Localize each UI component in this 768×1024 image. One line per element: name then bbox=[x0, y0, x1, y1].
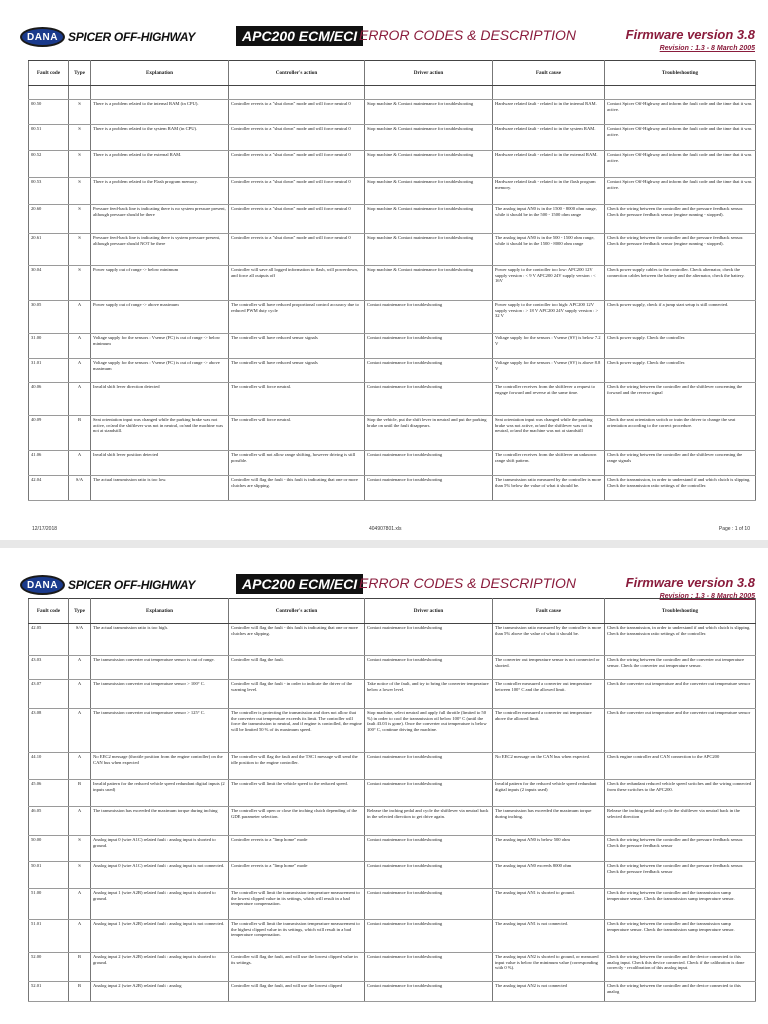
driver-action-cell: Stop machine & Contact maintenance for troubleshooting bbox=[365, 151, 493, 178]
explanation-cell: Voltage supply for the sensors : Vsense (FC) is out of range -> below minimum bbox=[91, 334, 229, 359]
fault-code-cell: 00.50 bbox=[29, 100, 69, 125]
fault-code-cell: 40.06 bbox=[29, 383, 69, 416]
table-header-row bbox=[29, 61, 756, 86]
explanation-cell: The transmission converter out temperature sensor > 100° C. bbox=[91, 680, 229, 709]
type-cell: S bbox=[69, 266, 91, 301]
type-cell: S bbox=[69, 836, 91, 862]
table-header-row bbox=[29, 599, 756, 624]
fault-code-cell: 51.00 bbox=[29, 889, 69, 920]
table-row bbox=[29, 476, 756, 501]
error-codes-table bbox=[28, 60, 756, 501]
fault-cause-cell: No EEC2 message on the CAN bus when expected. bbox=[493, 753, 605, 780]
col-header-fault-code: Fault code bbox=[29, 599, 69, 624]
explanation-cell: Analog input 1 (wire A2B) related fault : analog input is shorted to ground. bbox=[91, 889, 229, 920]
controller-action-cell: Controller reverts to a "shut down" mode and will force neutral 0 bbox=[229, 125, 365, 151]
driver-action-cell: Contact maintenance for troubleshooting bbox=[365, 359, 493, 383]
fault-code-cell: 30.04 bbox=[29, 266, 69, 301]
col-header-controller-action: Controller's action bbox=[229, 61, 365, 86]
revision-info: Revision : 1.3 - 8 March 2005 bbox=[659, 45, 755, 52]
driver-action-cell: Contact maintenance for troubleshooting bbox=[365, 953, 493, 982]
controller-action-cell: Controller will save all logged information to flash, will powerdown, and force all outputs off bbox=[229, 266, 365, 301]
driver-action-cell: Stop machine & Contact maintenance for troubleshooting bbox=[365, 266, 493, 301]
explanation-cell: Pressure feed-back line is indicating there is system pressure present, although pressure should NOT be there bbox=[91, 234, 229, 266]
troubleshooting-cell: Check the wiring between the controller and the transmission sump temperature sensor. Check the transmission sump temperature sensor. bbox=[605, 920, 756, 953]
explanation-cell bbox=[91, 86, 229, 100]
fault-cause-cell: The analog input AN0 is in the 1500 - 8000 ohm range, while it should be in the 500 - 1500 ohm range bbox=[493, 205, 605, 234]
fault-cause-cell: Voltage supply for the sensors : Vsense (SV) is below 7.2 V bbox=[493, 334, 605, 359]
table-row bbox=[29, 953, 756, 982]
explanation-cell: Analog input 2 (wire A2B) related fault : analog input is shorted to ground. bbox=[91, 953, 229, 982]
fault-code-cell: 20.60 bbox=[29, 205, 69, 234]
controller-action-cell: Controller will flag the fault, and will use the lowest clipped bbox=[229, 982, 365, 1002]
table-row bbox=[29, 151, 756, 178]
troubleshooting-cell: Check the wiring between the controller and the converter out temperature sensor. Check the converter out temperature sensor. bbox=[605, 656, 756, 680]
driver-action-cell: Contact maintenance for troubleshooting bbox=[365, 889, 493, 920]
fault-code-cell: 00.53 bbox=[29, 178, 69, 205]
fault-code-cell: 51.01 bbox=[29, 920, 69, 953]
table-row bbox=[29, 301, 756, 334]
troubleshooting-cell: Check the wiring between the controller and the shiftlever concerning the forward and the reverse signal bbox=[605, 383, 756, 416]
controller-action-cell: Controller reverts to a "limp home" mode bbox=[229, 862, 365, 889]
dana-logo bbox=[20, 27, 65, 47]
table-row bbox=[29, 680, 756, 709]
col-header-explanation: Explanation bbox=[91, 61, 229, 86]
driver-action-cell: Take notice of the fault, and try to bring the converter temperature below a lower level. bbox=[365, 680, 493, 709]
fault-cause-cell: Invalid pattern for the reduced vehicle speed redundant digital inputs (2 inputs used) bbox=[493, 780, 605, 807]
type-cell: A bbox=[69, 334, 91, 359]
explanation-cell: No EEC2 message (throttle position from the engine controller) on the CAN bus when expected bbox=[91, 753, 229, 780]
table-row bbox=[29, 656, 756, 680]
col-header-fault-cause: Fault cause bbox=[493, 61, 605, 86]
fault-code-cell: 44.10 bbox=[29, 753, 69, 780]
col-header-type: Type bbox=[69, 61, 91, 86]
troubleshooting-cell bbox=[605, 86, 756, 100]
fault-cause-cell: The transmission has exceeded the maximum torque during inching. bbox=[493, 807, 605, 836]
troubleshooting-cell: Contact Spicer Off-Highway and inform the fault code and the time that it was active. bbox=[605, 178, 756, 205]
table-row bbox=[29, 624, 756, 656]
type-cell: A bbox=[69, 359, 91, 383]
explanation-cell: There is a problem related to the internal RAM (in CPU). bbox=[91, 100, 229, 125]
troubleshooting-cell: Check power supply. Check the controller. bbox=[605, 334, 756, 359]
fault-code-cell: 52.00 bbox=[29, 953, 69, 982]
type-cell: A bbox=[69, 383, 91, 416]
type-cell: A bbox=[69, 451, 91, 476]
explanation-cell: The transmission converter out temperature sensor > 125° C. bbox=[91, 709, 229, 753]
fault-cause-cell: Hardware related fault - related to in the internal RAM. bbox=[493, 100, 605, 125]
fault-cause-cell: Voltage supply for the sensors : Vsense (SV) is above 8.8 V bbox=[493, 359, 605, 383]
controller-action-cell: The controller will limit the transmission temperature measurement to the highest clipped value in its settings, which will result in a bad temperature compensation. bbox=[229, 920, 365, 953]
troubleshooting-cell: Check power supply cables to the controller. Check alternator, check the connection cables between the battery and the alternator, check the battery. bbox=[605, 266, 756, 301]
type-cell: S bbox=[69, 205, 91, 234]
type-cell: B bbox=[69, 416, 91, 451]
fault-cause-cell: The controller receives from the shiftlever a request to engage forward and reverse at the same time. bbox=[493, 383, 605, 416]
controller-action-cell: The controller will not allow range shifting, however driving is still possible. bbox=[229, 451, 365, 476]
firmware-version: Firmware version 3.8 bbox=[625, 27, 755, 42]
driver-action-cell: Stop the vehicle, put the shift lever in neutral and put the parking brake on until the fault disappears. bbox=[365, 416, 493, 451]
fault-code-cell: 46.05 bbox=[29, 807, 69, 836]
fault-cause-cell: The analog input AN0 exceeds 8000 ohm bbox=[493, 862, 605, 889]
explanation-cell: Pressure feed-back line is indicating there is no system pressure present, although pressure should be there bbox=[91, 205, 229, 234]
type-cell bbox=[69, 86, 91, 100]
col-header-fault-cause: Fault cause bbox=[493, 599, 605, 624]
driver-action-cell: Contact maintenance for troubleshooting bbox=[365, 862, 493, 889]
fault-code-cell bbox=[29, 86, 69, 100]
controller-action-cell: Controller reverts to a "shut down" mode and will force neutral 0 bbox=[229, 178, 365, 205]
col-header-troubleshooting: Troubleshooting bbox=[605, 61, 756, 86]
controller-action-cell: Controller will flag the fault. bbox=[229, 656, 365, 680]
type-cell: S bbox=[69, 125, 91, 151]
table-row bbox=[29, 780, 756, 807]
fault-cause-cell: The controller measured a converter out temperature between 100° C and the allowed limit. bbox=[493, 680, 605, 709]
type-cell: A bbox=[69, 301, 91, 334]
fault-cause-cell bbox=[493, 86, 605, 100]
driver-action-cell: Contact maintenance for troubleshooting bbox=[365, 476, 493, 501]
type-cell: S/A bbox=[69, 476, 91, 501]
controller-action-cell: Controller will flag the fault, and will use the lowest clipped value in its settings. bbox=[229, 953, 365, 982]
controller-action-cell: Controller reverts to a "shut down" mode and will force neutral 0 bbox=[229, 151, 365, 178]
page-number: Page : 1 of 10 bbox=[718, 526, 750, 532]
explanation-cell: Power supply out of range -> above maximum bbox=[91, 301, 229, 334]
troubleshooting-cell: Release the inching pedal and cycle the shiftlever via neutral back in the selected direction bbox=[605, 807, 756, 836]
troubleshooting-cell: Check the wiring between the controller and the transmission sump temperature sensor. Check the transmission sump temperature sensor. bbox=[605, 889, 756, 920]
explanation-cell: Invalid shift lever position detected bbox=[91, 451, 229, 476]
page-separator bbox=[0, 540, 768, 548]
troubleshooting-cell: Check the transmission, in order to understand if and which clutch is slipping. Check the transmission ratio settings of the controller. bbox=[605, 476, 756, 501]
table-row bbox=[29, 86, 756, 100]
fault-cause-cell: The analog input AN0 is in the 500 - 1500 ohm range, while it should be in the 1500 - 8000 ohm range bbox=[493, 234, 605, 266]
fault-cause-cell: Seat orientation input was changed while the parking brake was not active, or/and the shiftlever was not in neutral, or/and the machine was not at standstill bbox=[493, 416, 605, 451]
type-cell: A bbox=[69, 889, 91, 920]
page-header bbox=[20, 21, 755, 55]
explanation-cell: The actual transmission ratio is too high. bbox=[91, 624, 229, 656]
controller-action-cell: Controller reverts to a "shut down" mode and will force neutral 0 bbox=[229, 100, 365, 125]
product-name: APC200 ECM/ECI bbox=[236, 574, 363, 594]
fault-cause-cell: Power supply to the controller too high: APC200 12V supply version : > 18 V APC200 24V supply version : > 32 V bbox=[493, 301, 605, 334]
controller-action-cell: The controller will force neutral. bbox=[229, 383, 365, 416]
fault-code-cell: 42.04 bbox=[29, 476, 69, 501]
driver-action-cell: Stop machine & Contact maintenance for troubleshooting bbox=[365, 234, 493, 266]
table-row bbox=[29, 862, 756, 889]
driver-action-cell: Release the inching pedal and cycle the shiftlever via neutral back in the selected direction to get drive again. bbox=[365, 807, 493, 836]
brand-name: SPICER OFF-HIGHWAY bbox=[68, 30, 196, 44]
col-header-driver-action: Driver action bbox=[365, 61, 493, 86]
troubleshooting-cell: Check power supply. Check the controller. bbox=[605, 359, 756, 383]
driver-action-cell: Stop machine & Contact maintenance for troubleshooting bbox=[365, 125, 493, 151]
table-row bbox=[29, 982, 756, 1002]
product-name: APC200 ECM/ECI bbox=[236, 26, 363, 46]
fault-code-cell: 50.00 bbox=[29, 836, 69, 862]
type-cell: B bbox=[69, 953, 91, 982]
explanation-cell: There is a problem related to the external RAM. bbox=[91, 151, 229, 178]
driver-action-cell: Contact maintenance for troubleshooting bbox=[365, 334, 493, 359]
type-cell: S bbox=[69, 100, 91, 125]
controller-action-cell: The controller will have reduced sensor signals bbox=[229, 334, 365, 359]
fault-cause-cell: Hardware related fault - related to in the system RAM. bbox=[493, 125, 605, 151]
type-cell: S/A bbox=[69, 624, 91, 656]
fault-code-cell: 40.09 bbox=[29, 416, 69, 451]
troubleshooting-cell: Check the wiring between the controller and the shiftlever concerning the range signals bbox=[605, 451, 756, 476]
type-cell: S bbox=[69, 151, 91, 178]
troubleshooting-cell: Check the redundant reduced vehicle speed switches and the wiring connected from these switches to the APC200. bbox=[605, 780, 756, 807]
troubleshooting-cell: Check the converter out temperature and the converter out temperature sensor bbox=[605, 680, 756, 709]
table-row bbox=[29, 753, 756, 780]
table-row bbox=[29, 889, 756, 920]
troubleshooting-cell: Check the wiring between the controller and the pressure feedback sensor. Check the pressure feedback sensor bbox=[605, 836, 756, 862]
table-row bbox=[29, 266, 756, 301]
revision-info: Revision : 1.3 - 8 March 2005 bbox=[659, 593, 755, 600]
explanation-cell: Analog input 2 (wire A2B) related fault : analog bbox=[91, 982, 229, 1002]
fault-code-cell: 00.51 bbox=[29, 125, 69, 151]
fault-cause-cell: The analog input AN0 is below 500 ohm bbox=[493, 836, 605, 862]
file-name: 404907801.xls bbox=[369, 526, 402, 532]
controller-action-cell: The controller will force neutral. bbox=[229, 416, 365, 451]
controller-action-cell: Controller will flag the fault - this fault is indicating that one or more clutches are slipping. bbox=[229, 624, 365, 656]
driver-action-cell: Stop machine & Contact maintenance for troubleshooting bbox=[365, 205, 493, 234]
type-cell: B bbox=[69, 780, 91, 807]
controller-action-cell: Controller will flag the fault - in order to indicate the driver of the warning level. bbox=[229, 680, 365, 709]
col-header-controller-action: Controller's action bbox=[229, 599, 365, 624]
troubleshooting-cell: Check the transmission, in order to understand if and which clutch is slipping. Check the transmission ratio settings of the controller. bbox=[605, 624, 756, 656]
type-cell: A bbox=[69, 753, 91, 780]
brand-name: SPICER OFF-HIGHWAY bbox=[68, 578, 196, 592]
fault-cause-cell: The transmission ratio measured by the controller is more than 5% below the value of what it should be. bbox=[493, 476, 605, 501]
controller-action-cell: The controller will limit the vehicle speed to the reduced speed. bbox=[229, 780, 365, 807]
fault-cause-cell: The transmission ratio measured by the controller is more than 5% above the value of what it should be. bbox=[493, 624, 605, 656]
troubleshooting-cell: Check the wiring between the controller and the pressure feedback sensor. Check the pressure feedback sensor (engine running - stopped). bbox=[605, 234, 756, 266]
troubleshooting-cell: Contact Spicer Off-Highway and inform the fault code and the time that it was active. bbox=[605, 100, 756, 125]
explanation-cell: Analog input 1 (wire A2B) related fault : analog input is not connected. bbox=[91, 920, 229, 953]
fault-cause-cell: The analog input AN2 is shorted to ground, or measured input value is below the minimum value (corresponding with 0 %). bbox=[493, 953, 605, 982]
fault-code-cell: 20.61 bbox=[29, 234, 69, 266]
table-row bbox=[29, 234, 756, 266]
type-cell: A bbox=[69, 680, 91, 709]
troubleshooting-cell: Contact Spicer Off-Highway and inform the fault code and the time that it was active. bbox=[605, 125, 756, 151]
table-row bbox=[29, 416, 756, 451]
explanation-cell: Invalid shift lever direction detected bbox=[91, 383, 229, 416]
explanation-cell: The actual transmission ratio is too low. bbox=[91, 476, 229, 501]
type-cell: S bbox=[69, 862, 91, 889]
fault-cause-cell: The analog input AN1 is shorted to ground. bbox=[493, 889, 605, 920]
controller-action-cell: The controller will open or close the inching clutch depending of the GDE parameter selection. bbox=[229, 807, 365, 836]
troubleshooting-cell: Check the seat orientation switch or train the driver to change the seat orientation according to the correct procedure. bbox=[605, 416, 756, 451]
col-header-troubleshooting: Troubleshooting bbox=[605, 599, 756, 624]
type-cell: A bbox=[69, 709, 91, 753]
table-row bbox=[29, 383, 756, 416]
controller-action-cell: Controller will flag the fault - this fault is indicating that one or more clutches are slipping. bbox=[229, 476, 365, 501]
col-header-driver-action: Driver action bbox=[365, 599, 493, 624]
fault-code-cell: 43.03 bbox=[29, 656, 69, 680]
driver-action-cell: Stop machine, select neutral and apply full throttle (limited to 50 %) in order to cool the transmission oil below 100° C (until the fault 43.03 is gone). Once the converter out temperature is below 100° C, continue driving the machine. bbox=[365, 709, 493, 753]
table-row bbox=[29, 359, 756, 383]
fault-cause-cell: Power supply to the controller too low: APC200 12V supply version : < 9 V APC200 24V supply version : < 16V bbox=[493, 266, 605, 301]
controller-action-cell: Controller reverts to a "limp home" mode bbox=[229, 836, 365, 862]
troubleshooting-cell: Check the wiring between the controller and the device connected to this analog input. Check this device connected. Check if the calibration is done correctly - recalibration of this analog input. bbox=[605, 953, 756, 982]
troubleshooting-cell: Check the wiring between the controller and the device connected to this analog bbox=[605, 982, 756, 1002]
explanation-cell: Analog input 0 (wire A1C) related fault : analog input is shorted to ground. bbox=[91, 836, 229, 862]
fault-code-cell: 43.08 bbox=[29, 709, 69, 753]
troubleshooting-cell: Check the converter out temperature and the converter out temperature sensor bbox=[605, 709, 756, 753]
driver-action-cell: Contact maintenance for troubleshooting bbox=[365, 753, 493, 780]
document-title: ERROR CODES & DESCRIPTION bbox=[359, 575, 577, 591]
controller-action-cell: Controller reverts to a "shut down" mode and will force neutral 0 bbox=[229, 205, 365, 234]
fault-cause-cell: The analog input AN2 is not connected bbox=[493, 982, 605, 1002]
print-date: 12/17/2018 bbox=[32, 526, 58, 532]
explanation-cell: Invalid pattern for the reduced vehicle speed redundant digital inputs (2 inputs used) bbox=[91, 780, 229, 807]
troubleshooting-cell: Check engine controller and CAN connection to the APC200 bbox=[605, 753, 756, 780]
controller-action-cell: The controller will have reduced proportional control accuracy due to reduced PWM duty cycle bbox=[229, 301, 365, 334]
col-header-explanation: Explanation bbox=[91, 599, 229, 624]
type-cell: A bbox=[69, 920, 91, 953]
controller-action-cell: The controller will flag the fault and the TSC1 message will send the idle position to the engine controller. bbox=[229, 753, 365, 780]
explanation-cell: The transmission converter out temperature sensor is out of range. bbox=[91, 656, 229, 680]
type-cell: S bbox=[69, 234, 91, 266]
driver-action-cell: Contact maintenance for troubleshooting bbox=[365, 624, 493, 656]
driver-action-cell: Stop machine & Contact maintenance for troubleshooting bbox=[365, 178, 493, 205]
explanation-cell: Power supply out of range -> below minimum bbox=[91, 266, 229, 301]
explanation-cell: There is a problem related to the Flash program memory. bbox=[91, 178, 229, 205]
fault-cause-cell: The controller receives from the shiftlever an unknown range shift pattern. bbox=[493, 451, 605, 476]
error-codes-table bbox=[28, 598, 756, 1002]
table-row bbox=[29, 334, 756, 359]
fault-code-cell: 42.05 bbox=[29, 624, 69, 656]
fault-cause-cell: The converter out temperature sensor is not connected or shorted. bbox=[493, 656, 605, 680]
fault-code-cell: 50.01 bbox=[29, 862, 69, 889]
driver-action-cell: Contact maintenance for troubleshooting bbox=[365, 383, 493, 416]
fault-code-cell: 31.00 bbox=[29, 334, 69, 359]
fault-code-cell: 00.52 bbox=[29, 151, 69, 178]
fault-cause-cell: Hardware related fault - related to in the flash program memory. bbox=[493, 178, 605, 205]
type-cell: B bbox=[69, 982, 91, 1002]
controller-action-cell: Controller reverts to a "shut down" mode and will force neutral 0 bbox=[229, 234, 365, 266]
table-row bbox=[29, 451, 756, 476]
controller-action-cell bbox=[229, 86, 365, 100]
controller-action-cell: The controller is protecting the transmission and does not allow that the converter out temperature exceeds its limit. The controller will force the transmission to neutral, and if engine is controlled, the engine will be limited 50 % of its maximum speed. bbox=[229, 709, 365, 753]
explanation-cell: Analog input 0 (wire A1C) related fault : analog input is not connected. bbox=[91, 862, 229, 889]
firmware-version: Firmware version 3.8 bbox=[625, 575, 755, 590]
fault-cause-cell: Hardware related fault - related to in the external RAM. bbox=[493, 151, 605, 178]
dana-logo bbox=[20, 575, 65, 595]
logo-text: DANA bbox=[27, 580, 58, 591]
table-row bbox=[29, 125, 756, 151]
fault-code-cell: 43.07 bbox=[29, 680, 69, 709]
type-cell: A bbox=[69, 656, 91, 680]
driver-action-cell: Contact maintenance for troubleshooting bbox=[365, 780, 493, 807]
controller-action-cell: The controller will have reduced sensor signals bbox=[229, 359, 365, 383]
type-cell: S bbox=[69, 178, 91, 205]
driver-action-cell: Contact maintenance for troubleshooting bbox=[365, 982, 493, 1002]
logo-text: DANA bbox=[27, 32, 58, 43]
explanation-cell: Voltage supply for the sensors : Vsense (FC) is out of range -> above maximum bbox=[91, 359, 229, 383]
troubleshooting-cell: Check power supply, check if a jump start setup is still connected. bbox=[605, 301, 756, 334]
driver-action-cell bbox=[365, 86, 493, 100]
col-header-type: Type bbox=[69, 599, 91, 624]
controller-action-cell: The controller will limit the transmission temperature measurement to the lowest clipped value in its settings, which will result in a bad temperature compensation. bbox=[229, 889, 365, 920]
fault-code-cell: 30.05 bbox=[29, 301, 69, 334]
document-title: ERROR CODES & DESCRIPTION bbox=[359, 27, 577, 43]
explanation-cell: The transmission has exceeded the maximum torque during inching bbox=[91, 807, 229, 836]
table-row bbox=[29, 205, 756, 234]
fault-code-cell: 45.06 bbox=[29, 780, 69, 807]
fault-code-cell: 52.01 bbox=[29, 982, 69, 1002]
troubleshooting-cell: Check the wiring between the controller and the pressure feedback sensor. Check the pressure feedback sensor bbox=[605, 862, 756, 889]
driver-action-cell: Contact maintenance for troubleshooting bbox=[365, 301, 493, 334]
driver-action-cell: Contact maintenance for troubleshooting bbox=[365, 451, 493, 476]
table-row bbox=[29, 178, 756, 205]
table-row bbox=[29, 807, 756, 836]
driver-action-cell: Contact maintenance for troubleshooting bbox=[365, 836, 493, 862]
driver-action-cell: Contact maintenance for troubleshooting bbox=[365, 920, 493, 953]
table-row bbox=[29, 709, 756, 753]
fault-code-cell: 31.01 bbox=[29, 359, 69, 383]
troubleshooting-cell: Check the wiring between the controller and the pressure feedback sensor. Check the pressure feedback sensor (engine running - stopped). bbox=[605, 205, 756, 234]
driver-action-cell: Stop machine & Contact maintenance for troubleshooting bbox=[365, 100, 493, 125]
table-row bbox=[29, 920, 756, 953]
table-row bbox=[29, 836, 756, 862]
table-row bbox=[29, 100, 756, 125]
fault-cause-cell: The analog input AN1 is not connected. bbox=[493, 920, 605, 953]
type-cell: A bbox=[69, 807, 91, 836]
explanation-cell: There is a problem related to the system RAM (in CPU). bbox=[91, 125, 229, 151]
explanation-cell: Seat orientation input was changed while the parking brake was not active, or/and the shiftlever was not in neutral, or/and the machine was not at standstill. bbox=[91, 416, 229, 451]
troubleshooting-cell: Contact Spicer Off-Highway and inform the fault code and the time that it was active. bbox=[605, 151, 756, 178]
fault-cause-cell: The controller measured a converter out temperature above the allowed limit. bbox=[493, 709, 605, 753]
fault-code-cell: 41.06 bbox=[29, 451, 69, 476]
driver-action-cell: Contact maintenance for troubleshooting bbox=[365, 656, 493, 680]
col-header-fault-code: Fault code bbox=[29, 61, 69, 86]
